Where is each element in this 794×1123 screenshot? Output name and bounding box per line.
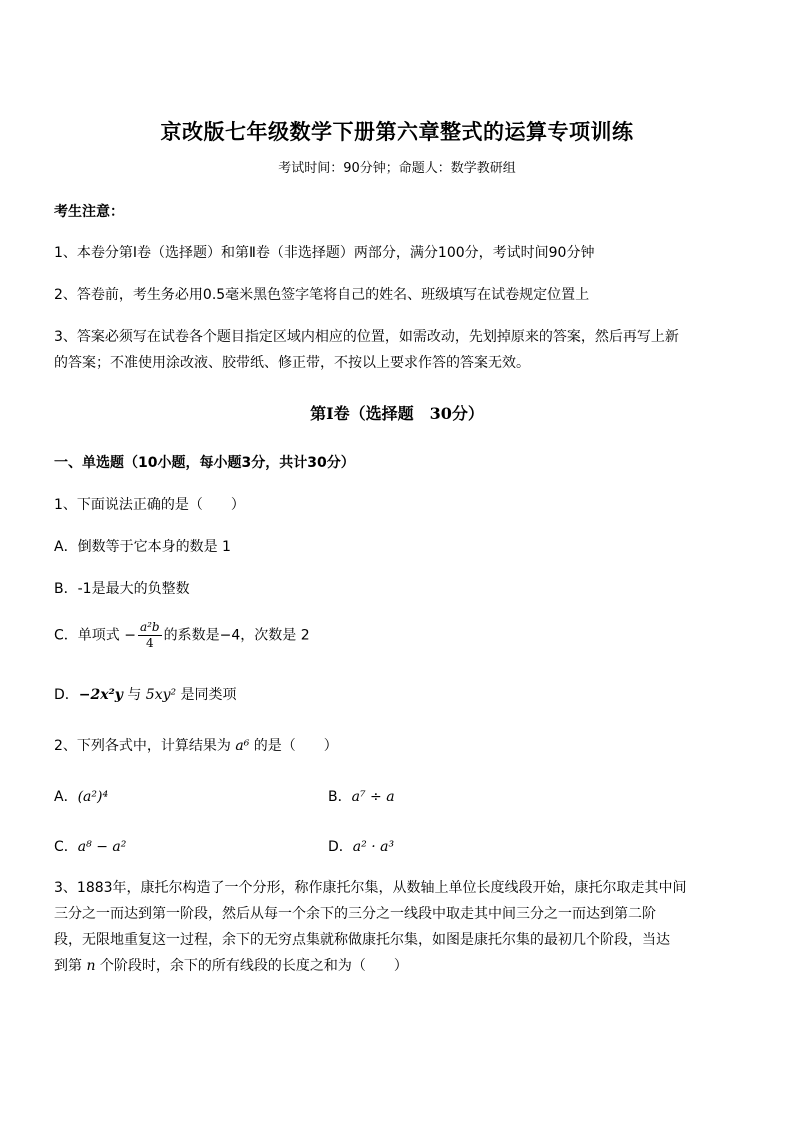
q2-option-c	[54, 836, 126, 856]
q1-option-c-prefix: C．单项式 −	[54, 627, 136, 644]
q1-option-d-expr2: 5xy²	[145, 687, 177, 703]
q3-line-3: 段，无限地重复这一过程，余下的无穷点集就称做康托尔集，如图是康托尔集的最初几个阶段，当达	[54, 932, 670, 948]
q2-stem-expr: a⁶	[235, 738, 250, 754]
q1-option-d-label: D．	[54, 687, 79, 703]
q2-option-c-expr: a⁸ − a²	[77, 839, 127, 855]
q1-option-a: A．倒数等于它本身的数是 1	[54, 539, 231, 555]
q3-line-2: 三分之一而达到第一阶段，然后从每一个余下的三分之一线段中取走其中间三分之一而达到第二阶	[54, 906, 656, 922]
q1-option-c-fraction	[138, 620, 162, 651]
q2-stem-prefix: 2、下列各式中，计算结果为	[54, 738, 236, 754]
q1-option-d-expr1: −2x²y	[78, 687, 123, 703]
notice-item-2: 2、答卷前，考生务必用0.5毫米黑色签字笔将自己的姓名、班级填写在试卷规定位置上	[54, 287, 590, 303]
exam-title: 京改版七年级数学下册第六章整式的运算专项训练	[160, 119, 634, 144]
notice-item-3-cont: 的答案；不准使用涂改液、胶带纸、修正带，不按以上要求作答的答案无效。	[54, 355, 530, 371]
q2-option-d-expr: a² · a³	[352, 839, 395, 855]
q1-option-d-suffix: 是同类项	[176, 687, 237, 703]
q2-option-a	[54, 786, 108, 806]
q2-option-d	[328, 836, 394, 856]
q1-option-c-suffix: 的系数是−4，次数是 2	[163, 627, 310, 644]
q3-line-4-suffix: 个阶段时，余下的所有线段的长度之和为（ ）	[95, 958, 408, 974]
notice-item-1: 1、本卷分第Ⅰ卷（选择题）和第Ⅱ卷（非选择题）两部分，满分100分，考试时间90分钟	[54, 245, 595, 261]
q1-option-c	[54, 620, 310, 651]
q1-stem: 1、下面说法正确的是（ ）	[54, 497, 245, 513]
q3-line-4-prefix: 到第	[54, 958, 87, 974]
q2-stem	[54, 735, 338, 755]
q1-option-b: B．-1是最大的负整数	[54, 581, 190, 597]
q2-stem-suffix: 的是（ ）	[249, 738, 338, 754]
q2-option-b-expr: a⁷ ÷ a	[351, 789, 395, 805]
q1-option-d	[54, 684, 237, 704]
q1-option-d-mid: 与	[122, 687, 146, 703]
q3-line-4	[54, 955, 408, 975]
part-heading: 一、单选题（10小题，每小题3分，共计30分）	[54, 455, 355, 471]
q2-option-c-label: C．	[54, 839, 78, 855]
fraction-denominator: 4	[145, 636, 154, 650]
q2-option-a-label: A．	[54, 789, 78, 805]
notice-item-3: 3、答案必须写在试卷各个题目指定区域内相应的位置，如需改动，先划掉原来的答案，然后再写上新	[54, 329, 679, 345]
q2-option-d-label: D．	[328, 839, 353, 855]
fraction-numerator: a²b	[139, 620, 160, 634]
exam-subtitle: 考试时间：90分钟；命题人：数学教研组	[278, 161, 516, 176]
q3-variable-n: n	[86, 958, 96, 974]
q3-line-1: 3、1883年，康托尔构造了一个分形，称作康托尔集，从数轴上单位长度线段开始，康托尔取走其中间	[54, 880, 687, 896]
q2-option-b	[328, 786, 395, 806]
q2-option-a-expr: (a²)⁴	[77, 789, 109, 805]
q2-option-b-label: B．	[328, 789, 352, 805]
section-title: 第Ⅰ卷（选择题 30分）	[310, 404, 484, 423]
notice-heading: 考生注意：	[54, 204, 124, 220]
